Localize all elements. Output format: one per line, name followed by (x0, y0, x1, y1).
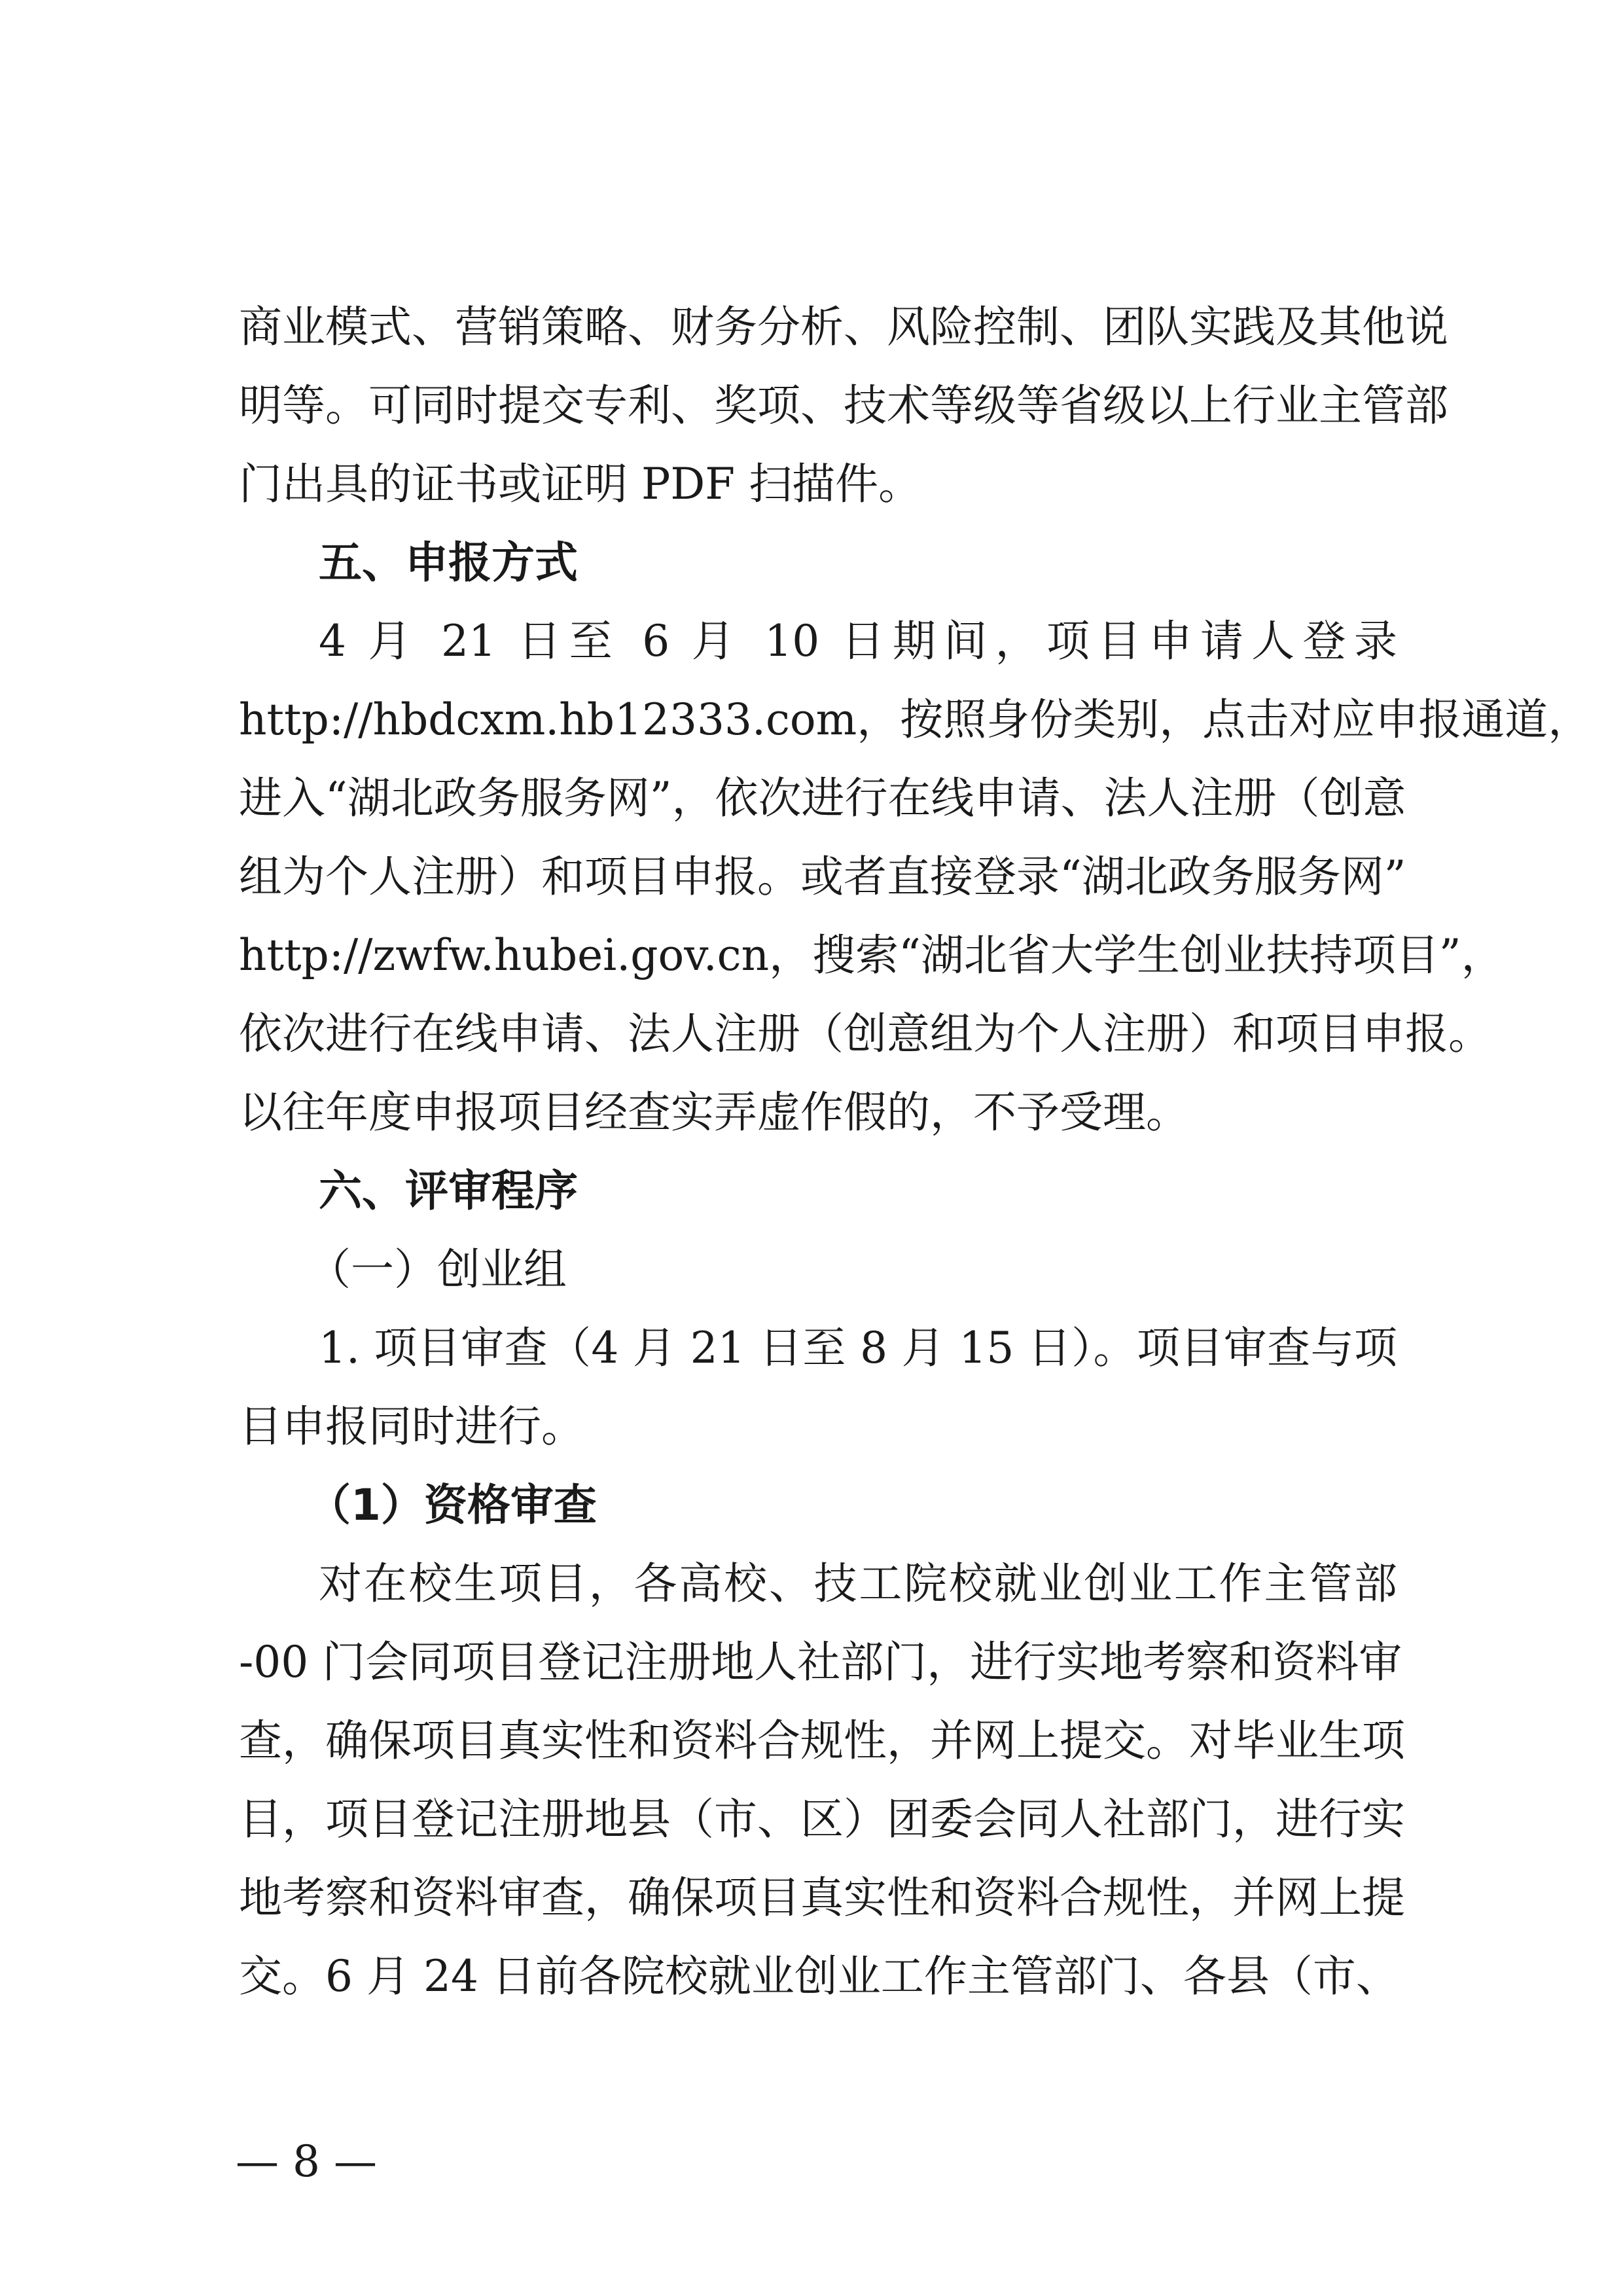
body-text-line: 门出具的证书或证明 PDF 扫描件。 (239, 459, 922, 509)
body-text-line: 4 月 21 日至 6 月 10 日期间，项目申请人登录 (319, 616, 1397, 666)
page-number: — 8 — (236, 2136, 377, 2187)
section-heading-5: 五、申报方式 (319, 537, 578, 588)
body-text-line: 对在校生项目，各高校、技工院校就业创业工作主管部 (319, 1558, 1397, 1609)
body-text-line: 组为个人注册）和项目申报。或者直接登录“湖北政务服务网” (239, 852, 1406, 902)
body-text-line: 明等。可同时提交专利、奖项、技术等级等省级以上行业主管部 (239, 380, 1448, 431)
sub-subsection-heading: （1）资格审查 (308, 1480, 597, 1530)
body-text-line: http://hbdcxm.hb12333.com，按照身份类别，点击对应申报通道， (239, 694, 1592, 745)
section-heading-6: 六、评审程序 (319, 1166, 578, 1216)
body-text-line: 地考察和资料审查，确保项目真实性和资料合规性，并网上提 (239, 1873, 1405, 1923)
body-text-line: 查，确保项目真实性和资料合规性，并网上提交。对毕业生项 (239, 1715, 1405, 1766)
subsection-heading: （一）创业组 (308, 1244, 567, 1295)
body-text-line: 依次进行在线申请、法人注册（创意组为个人注册）和项目申报。 (239, 1009, 1491, 1059)
body-text-line: 1. 项目审查（4 月 21 日至 8 月 15 日）。项目审查与项 (319, 1323, 1397, 1373)
body-text-line: 进入“湖北政务服务网”，依次进行在线申请、法人注册（创意 (239, 773, 1406, 823)
body-text-line: 商业模式、营销策略、财务分析、风险控制、团队实践及其他说 (239, 302, 1448, 352)
body-text-line: -00 门会同项目登记注册地人社部门，进行实地考察和资料审 (239, 1637, 1402, 1687)
body-text-line: 目，项目登记注册地县（市、区）团委会同人社部门，进行实 (239, 1794, 1405, 1844)
body-text-line: http://zwfw.hubei.gov.cn，搜索“湖北省大学生创业扶持项目”， (239, 930, 1505, 980)
body-text-line: 以往年度申报项目经查实弄虚作假的，不予受理。 (239, 1087, 1189, 1138)
body-text-line: 交。6 月 24 日前各院校就业创业工作主管部门、各县（市、 (239, 1951, 1399, 2001)
body-text-line: 目申报同时进行。 (239, 1401, 584, 1452)
